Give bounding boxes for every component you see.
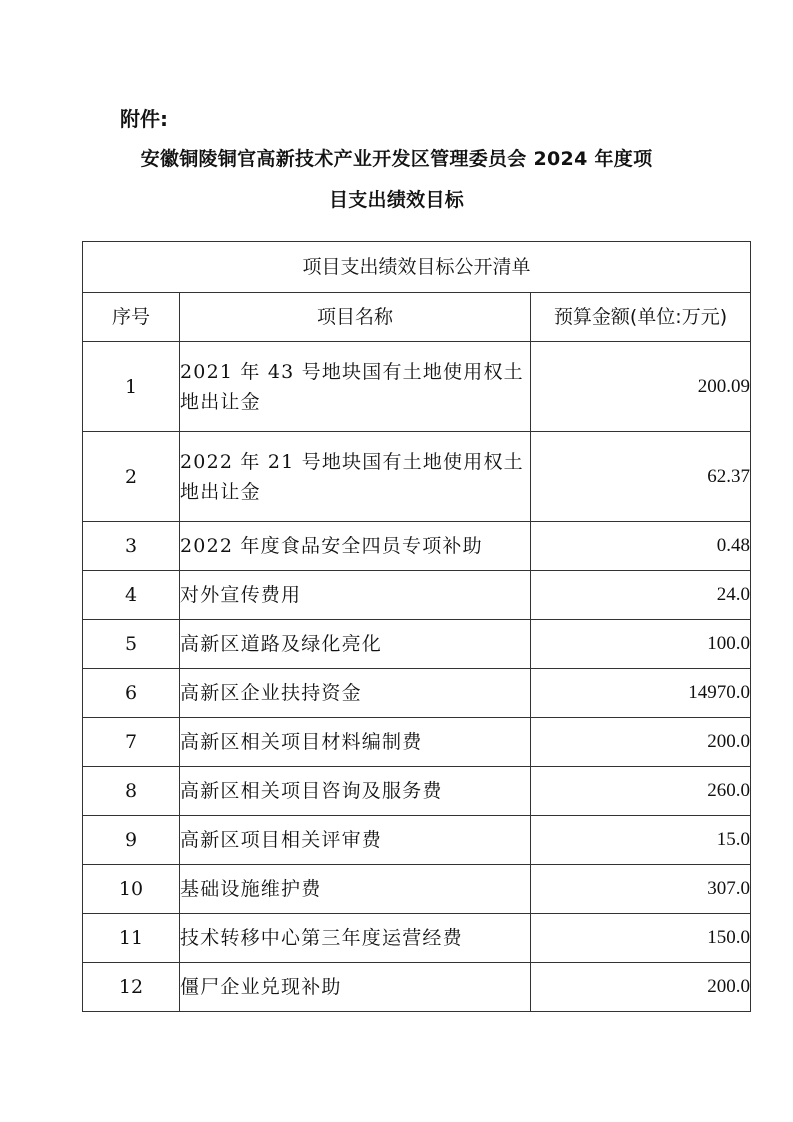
table-header-row — [83, 293, 751, 342]
table-row — [83, 669, 751, 718]
table-row — [83, 342, 751, 432]
row-project-name: 僵尸企业兑现补助 — [180, 963, 531, 1012]
table-row — [83, 718, 751, 767]
row-index: 7 — [83, 718, 180, 767]
row-project-name: 高新区项目相关评审费 — [180, 816, 531, 865]
column-header-index: 序号 — [83, 293, 180, 342]
row-project-name: 对外宣传费用 — [180, 571, 531, 620]
row-amount: 14970.0 — [531, 669, 751, 718]
row-index: 11 — [83, 914, 180, 963]
row-amount: 307.0 — [531, 865, 751, 914]
row-project-name: 2022 年 21 号地块国有土地使用权土地出让金 — [180, 432, 531, 522]
row-index: 12 — [83, 963, 180, 1012]
row-index: 1 — [83, 342, 180, 432]
column-header-name: 项目名称 — [180, 293, 531, 342]
row-amount: 0.48 — [531, 522, 751, 571]
row-index: 9 — [83, 816, 180, 865]
table-row — [83, 522, 751, 571]
row-project-name: 2021 年 43 号地块国有土地使用权土地出让金 — [180, 342, 531, 432]
table-row — [83, 865, 751, 914]
document-title-line-2: 目支出绩效目标 — [328, 189, 465, 211]
row-amount: 200.09 — [531, 342, 751, 432]
row-index: 6 — [83, 669, 180, 718]
column-header-amount: 预算金额(单位:万元) — [531, 293, 751, 342]
table-row — [83, 816, 751, 865]
row-index: 8 — [83, 767, 180, 816]
table-row — [83, 963, 751, 1012]
row-index: 2 — [83, 432, 180, 522]
table-caption-row — [83, 242, 751, 293]
row-amount: 62.37 — [531, 432, 751, 522]
row-amount: 15.0 — [531, 816, 751, 865]
row-project-name: 技术转移中心第三年度运营经费 — [180, 914, 531, 963]
row-amount: 100.0 — [531, 620, 751, 669]
row-project-name: 高新区相关项目咨询及服务费 — [180, 767, 531, 816]
row-index: 4 — [83, 571, 180, 620]
row-project-name: 2022 年度食品安全四员专项补助 — [180, 522, 531, 571]
row-amount: 200.0 — [531, 718, 751, 767]
table-row — [83, 914, 751, 963]
table-row — [83, 620, 751, 669]
table-row — [83, 571, 751, 620]
document-title-line-1: 安徽铜陵铜官高新技术产业开发区管理委员会 2024 年度项 — [140, 148, 653, 170]
attachment-label: 附件: — [120, 107, 168, 131]
table-row — [83, 432, 751, 522]
row-project-name: 基础设施维护费 — [180, 865, 531, 914]
row-amount: 260.0 — [531, 767, 751, 816]
row-index: 3 — [83, 522, 180, 571]
row-index: 10 — [83, 865, 180, 914]
table-caption: 项目支出绩效目标公开清单 — [83, 242, 751, 293]
row-amount: 200.0 — [531, 963, 751, 1012]
row-amount: 150.0 — [531, 914, 751, 963]
row-project-name: 高新区企业扶持资金 — [180, 669, 531, 718]
budget-table — [82, 241, 751, 1012]
row-amount: 24.0 — [531, 571, 751, 620]
table-row — [83, 767, 751, 816]
row-index: 5 — [83, 620, 180, 669]
row-project-name: 高新区道路及绿化亮化 — [180, 620, 531, 669]
row-project-name: 高新区相关项目材料编制费 — [180, 718, 531, 767]
